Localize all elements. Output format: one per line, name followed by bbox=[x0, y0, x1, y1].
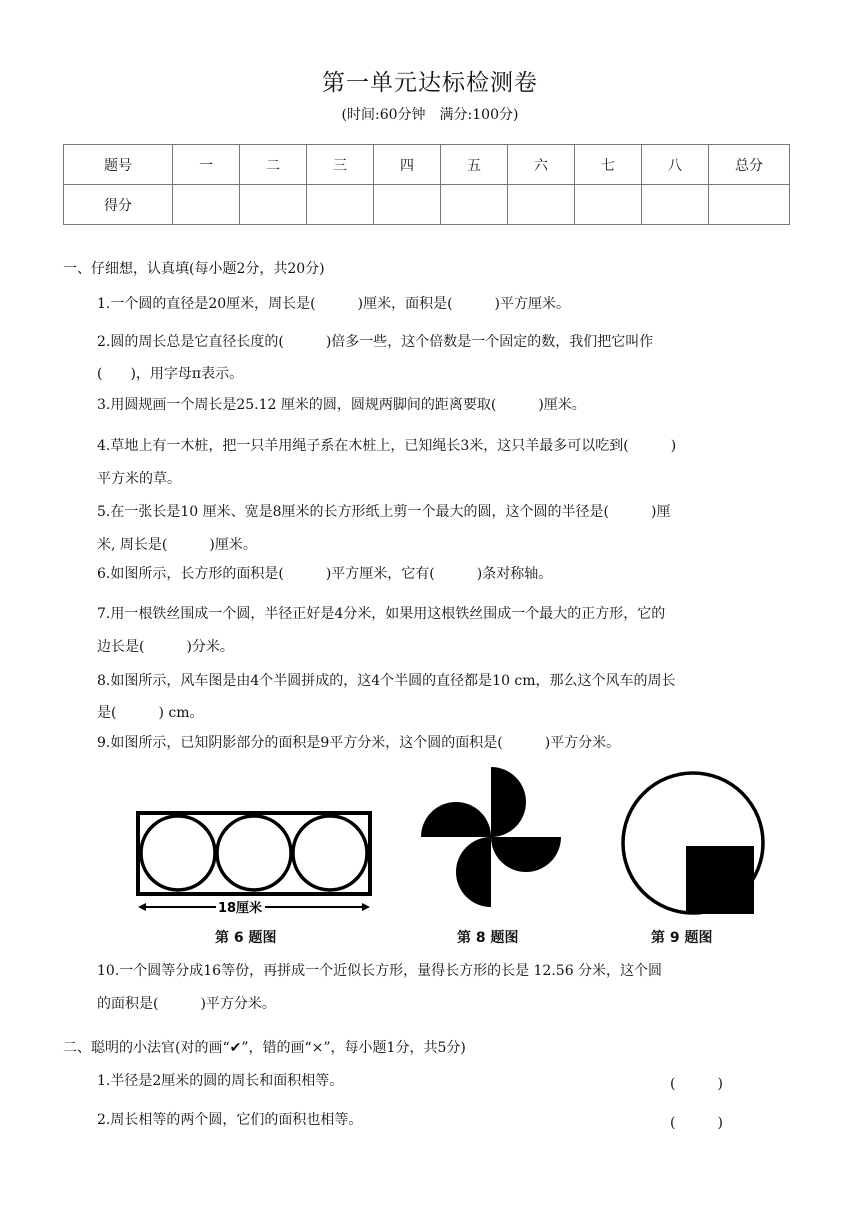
question-5-line2: 米, 周长是( )厘米。 bbox=[97, 537, 257, 553]
score-cell[interactable] bbox=[441, 185, 508, 225]
score-cell[interactable] bbox=[575, 185, 642, 225]
figure-6-dimension-label: 18厘米 bbox=[217, 901, 263, 916]
arrow-right-icon bbox=[362, 903, 370, 911]
page-title: 第一单元达标检测卷 bbox=[322, 70, 538, 96]
circle-shape bbox=[217, 816, 291, 890]
circle-shape bbox=[293, 816, 367, 890]
score-table-header-cell: 总分 bbox=[709, 145, 790, 185]
score-cell[interactable] bbox=[307, 185, 374, 225]
score-cell[interactable] bbox=[642, 185, 709, 225]
score-table-header-cell: 题号 bbox=[64, 145, 173, 185]
shaded-square-shape bbox=[686, 846, 754, 914]
question-9: 9.如图所示，已知阴影部分的面积是9平方分米，这个圆的面积是( )平方分米。 bbox=[97, 735, 621, 751]
figure-6-caption: 第 6 题图 bbox=[215, 930, 277, 946]
score-cell[interactable] bbox=[508, 185, 575, 225]
score-table-header-cell: 八 bbox=[642, 145, 709, 185]
score-table-header-row bbox=[64, 145, 790, 185]
score-table-header-cell: 四 bbox=[374, 145, 441, 185]
judgment-question-2: 2.周长相等的两个圆，它们的面积也相等。 bbox=[97, 1112, 363, 1128]
circle-arc-shape bbox=[623, 773, 693, 843]
score-table-header-cell: 五 bbox=[441, 145, 508, 185]
figure-9-circle-square bbox=[618, 768, 768, 918]
score-table-score-row bbox=[64, 185, 790, 225]
score-table-header-cell: 二 bbox=[240, 145, 307, 185]
figure-8-pinwheel bbox=[415, 764, 575, 914]
question-10-line1: 10.一个圆等分成16等份，再拼成一个近似长方形，量得长方形的长是 12.56 分米，这个圆 bbox=[97, 963, 663, 979]
question-4-line2: 平方米的草。 bbox=[97, 471, 181, 487]
answer-paren[interactable]: ( ) bbox=[670, 1076, 723, 1092]
question-8-line2: 是( ) cm。 bbox=[97, 705, 204, 721]
question-2-line2: ( )，用字母π表示。 bbox=[97, 366, 244, 382]
question-1: 1.一个圆的直径是20厘米，周长是( )厘米，面积是( )平方厘米。 bbox=[97, 296, 571, 312]
score-table bbox=[63, 144, 790, 225]
figure-6-rectangle-circles bbox=[132, 805, 377, 920]
rectangle-shape bbox=[138, 813, 370, 894]
semicircle-shape bbox=[456, 837, 491, 907]
section1-heading: 一、仔细想，认真填(每小题2分，共20分) bbox=[63, 261, 325, 277]
question-7-line2: 边长是( )分米。 bbox=[97, 639, 234, 655]
page-subtitle: (时间:60分钟 满分:100分) bbox=[341, 107, 519, 123]
semicircle-shape bbox=[421, 802, 491, 837]
judgment-question-1: 1.半径是2厘米的圆的周长和面积相等。 bbox=[97, 1073, 344, 1089]
circle-shape bbox=[141, 816, 215, 890]
section2-heading: 二、聪明的小法官(对的画“✔”，错的画“×”，每小题1分，共5分) bbox=[63, 1040, 466, 1056]
score-cell[interactable] bbox=[374, 185, 441, 225]
semicircle-shape bbox=[491, 767, 526, 837]
score-table-header-cell: 七 bbox=[575, 145, 642, 185]
question-4-line1: 4.草地上有一木桩，把一只羊用绳子系在木桩上，已知绳长3米，这只羊最多可以吃到( ) bbox=[97, 438, 677, 454]
question-6: 6.如图所示，长方形的面积是( )平方厘米，它有( )条对称轴。 bbox=[97, 566, 553, 582]
question-5-line1: 5.在一张长是10 厘米、宽是8厘米的长方形纸上剪一个最大的圆，这个圆的半径是( )厘 bbox=[97, 504, 671, 520]
arrow-left-icon bbox=[138, 903, 146, 911]
score-cell[interactable] bbox=[240, 185, 307, 225]
score-table-header-cell: 六 bbox=[508, 145, 575, 185]
figure-8-caption: 第 8 题图 bbox=[457, 930, 519, 946]
score-table-header-cell: 三 bbox=[307, 145, 374, 185]
score-cell[interactable] bbox=[709, 185, 790, 225]
score-cell[interactable] bbox=[173, 185, 240, 225]
question-8-line1: 8.如图所示，风车图是由4个半圆拼成的，这4个半圆的直径都是10 cm，那么这个风车的周长 bbox=[97, 673, 676, 689]
semicircle-shape bbox=[491, 837, 561, 872]
question-2-line1: 2.圆的周长总是它直径长度的( )倍多一些，这个倍数是一个固定的数，我们把它叫作 bbox=[97, 334, 654, 350]
question-3: 3.用圆规画一个周长是25.12 厘米的圆，圆规两脚间的距离要取( )厘米。 bbox=[97, 397, 586, 413]
score-table-header-cell: 一 bbox=[173, 145, 240, 185]
score-label: 得分 bbox=[64, 185, 173, 225]
question-7-line1: 7.用一根铁丝围成一个圆，半径正好是4分米，如果用这根铁丝围成一个最大的正方形，它的 bbox=[97, 606, 666, 622]
answer-paren[interactable]: ( ) bbox=[670, 1115, 723, 1131]
figure-9-caption: 第 9 题图 bbox=[651, 930, 713, 946]
question-10-line2: 的面积是( )平方分米。 bbox=[97, 996, 276, 1012]
